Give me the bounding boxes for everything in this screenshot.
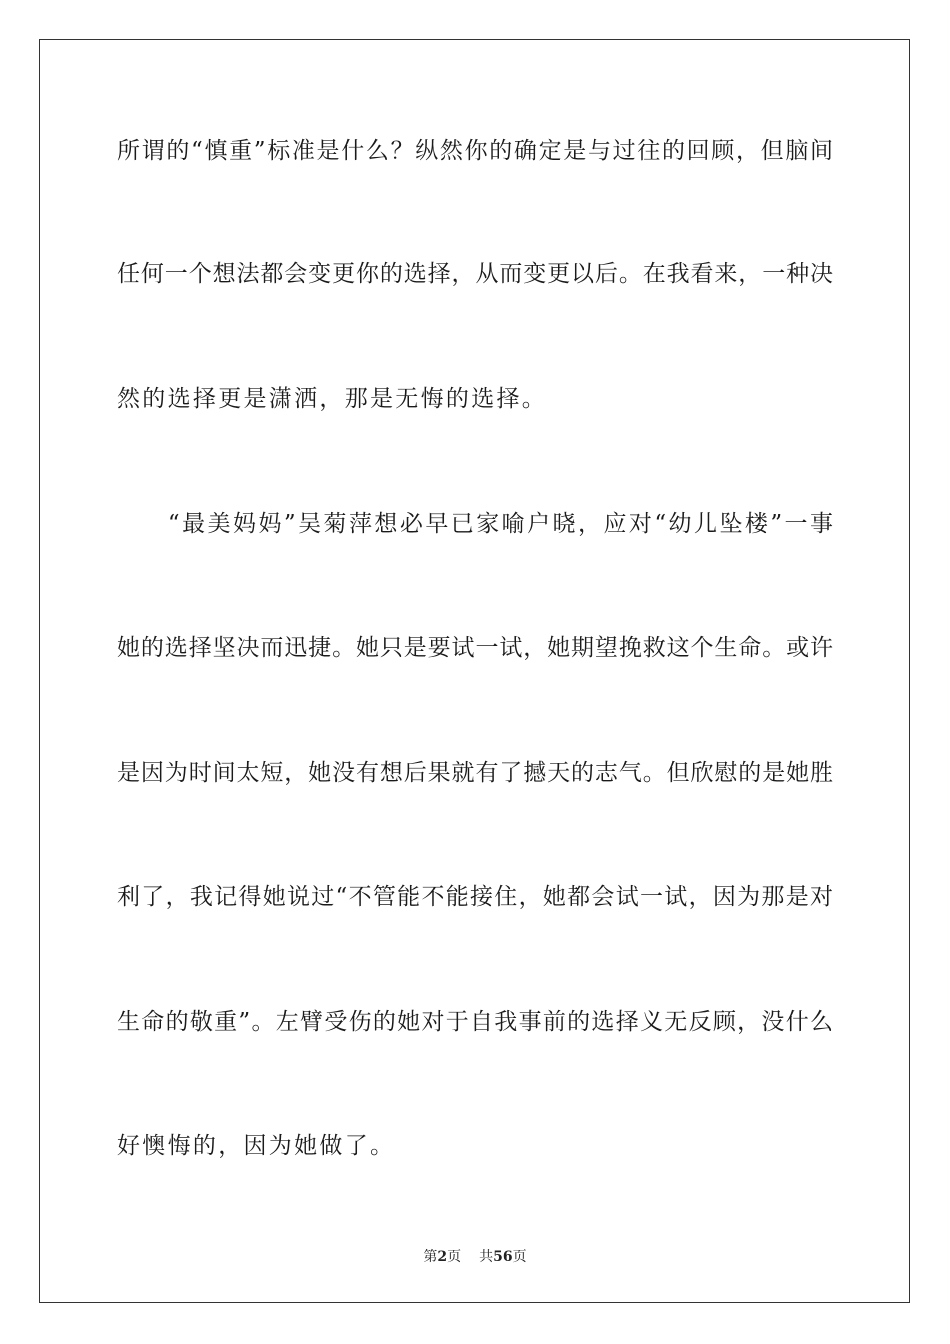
text-line-8: 生命的敬重”。左臂受伤的她对于自我事前的选择义无反顾，没什么 [117, 1009, 833, 1035]
footer-page-prefix: 第 [423, 1249, 438, 1265]
page-border [39, 39, 910, 1303]
footer-page-number: 2 [437, 1249, 448, 1265]
text-line-3: 然的选择更是潇洒，那是无悔的选择。 [117, 386, 548, 412]
text-line-5: 她的选择坚决而迅捷。她只是要试一试，她期望挽救这个生命。或许 [117, 635, 833, 661]
footer-total-pages: 56 [493, 1249, 513, 1265]
text-line-4: “最美妈妈”吴菊萍想必早已家喻户晓，应对“幼儿坠楼”一事 [117, 511, 833, 537]
footer-total-suffix: 页 [512, 1249, 527, 1265]
text-line-6: 是因为时间太短，她没有想后果就有了撼天的志气。但欣慰的是她胜 [117, 760, 833, 786]
footer-page-suffix: 页 [447, 1249, 462, 1265]
page-footer [0, 1248, 950, 1266]
footer-total-prefix: 共 [479, 1249, 494, 1265]
text-line-7: 利了，我记得她说过“不管能不能接住，她都会试一试，因为那是对 [117, 884, 833, 910]
text-line-9: 好懊悔的，因为她做了。 [117, 1133, 396, 1159]
text-line-2: 任何一个想法都会变更你的选择，从而变更以后。在我看来，一种决 [117, 261, 833, 287]
text-line-1: 所谓的“慎重”标准是什么？纵然你的确定是与过往的回顾，但脑间 [117, 138, 833, 164]
